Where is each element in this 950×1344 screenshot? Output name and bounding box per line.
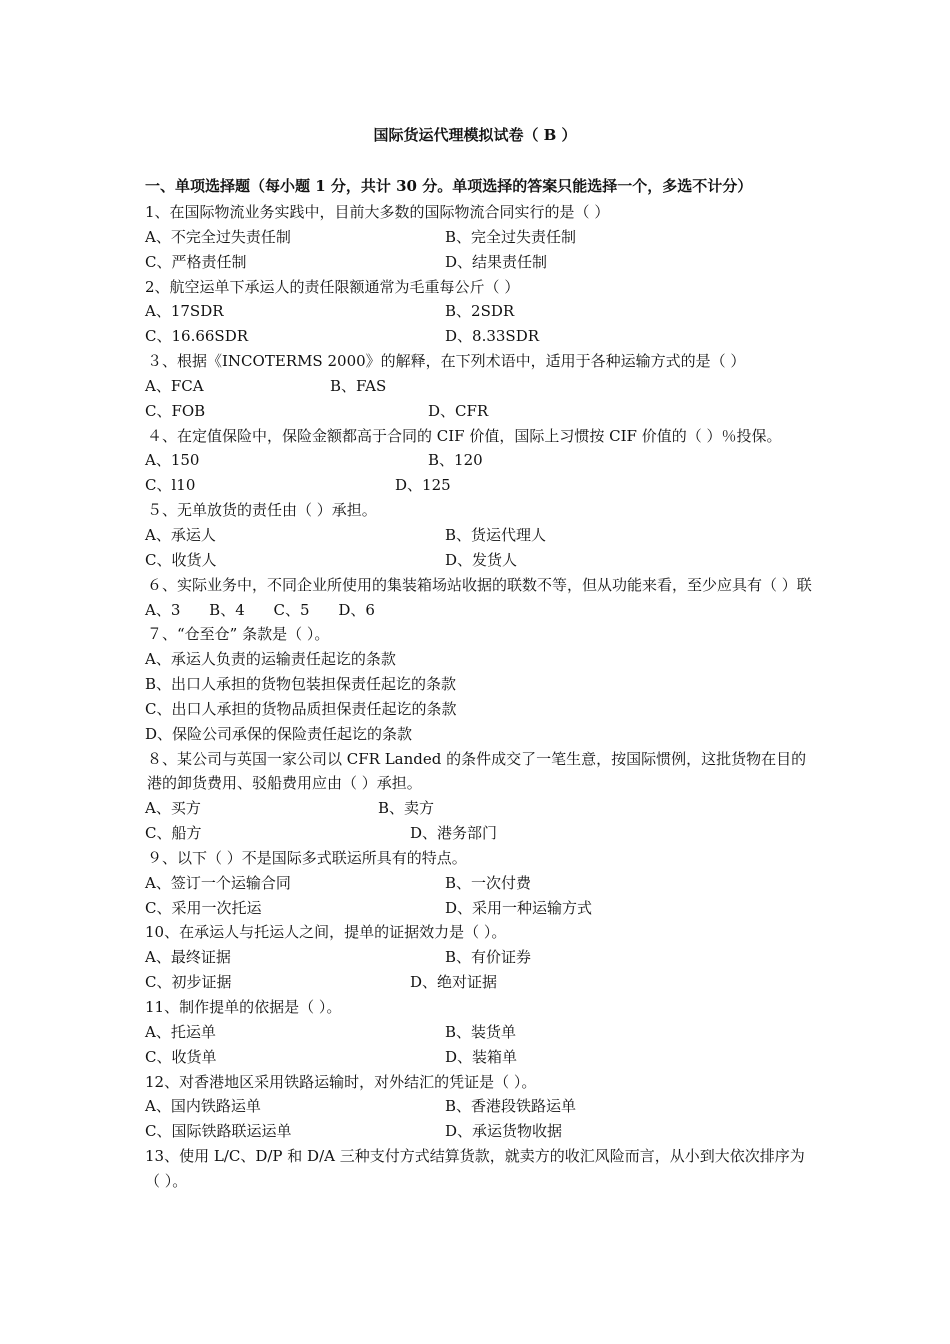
question-13: 13、使用 L/C、D/P 和 D/A 三种支付方式结算货款，就卖方的收汇风险而言，从小到大依次排序为（ ）。 — [145, 1147, 805, 1190]
options-row — [145, 821, 815, 846]
option-c: C、船方 — [145, 824, 202, 843]
options-row — [145, 1094, 815, 1119]
question-7: ７、“仓至仓” 条款是（ ）。 — [147, 625, 330, 644]
option-a: A、承运人 — [145, 525, 216, 544]
option-a: A、买方 — [145, 799, 201, 818]
option-c: C、收货单 — [145, 1047, 217, 1066]
option-a: A、最终证据 — [145, 948, 231, 967]
options-row — [145, 896, 815, 921]
question-2: 2、航空运单下承运人的责任限额通常为毛重每公斤（ ） — [145, 277, 520, 296]
option-d: D、保险公司承保的保险责任起讫的条款 — [145, 724, 413, 743]
question-1: 1、在国际物流业务实践中，目前大多数的国际物流合同实行的是（ ） — [145, 203, 610, 221]
option-d: D、CFR — [428, 401, 489, 420]
option-c: C、FOB — [145, 401, 206, 420]
options-row — [145, 324, 815, 349]
option-c: C、收货人 — [145, 550, 217, 569]
question-4: ４、在定值保险中，保险金额都高于合同的 CIF 价值，国际上习惯按 CIF 价值的（ ）％投保。 — [147, 426, 782, 445]
options-row — [145, 523, 815, 548]
question-11: 11、制作提单的依据是（ ）。 — [145, 998, 342, 1016]
option-b: B、120 — [428, 451, 483, 470]
options-row — [145, 970, 815, 995]
question-8: ８、某公司与英国一家公司以 CFR Landed 的条件成交了一笔生意，按国际惯例，这批货物在目的港的卸货费用、驳船费用应由（ ）承担。 — [147, 749, 807, 793]
page-title: 国际货运代理模拟试卷（ B ） — [373, 126, 577, 144]
option-b: B、2SDR — [445, 302, 515, 321]
option-a: A、托运单 — [145, 1022, 216, 1041]
options-row — [145, 250, 815, 275]
options-row — [145, 1119, 815, 1144]
options-row — [145, 945, 815, 970]
options-row — [145, 225, 815, 250]
option-b: B、卖方 — [378, 799, 435, 818]
option-a: A、承运人负责的运输责任起讫的条款 — [145, 650, 396, 669]
option-a: A、不完全过失责任制 — [145, 227, 291, 246]
section-header: 一、单项选择题（每小题 1 分，共计 30 分。单项选择的答案只能选择一个，多选不计分） — [145, 177, 753, 195]
option-a: A、国内铁路运单 — [145, 1097, 261, 1116]
option-a: A、150 — [145, 451, 200, 470]
option-c: C、出口人承担的货物品质担保责任起讫的条款 — [145, 699, 457, 718]
question-list — [145, 200, 815, 1194]
option-c: C、16.66SDR — [145, 327, 249, 346]
question-3: ３、根据《INCOTERMS 2000》的解释，在下列术语中，适用于各种运输方式的是（ ） — [147, 352, 746, 371]
option-a: A、签订一个运输合同 — [145, 873, 291, 892]
question-12: 12、对香港地区采用铁路运输时，对外结汇的凭证是（ ）。 — [145, 1072, 537, 1091]
option-b: B、货运代理人 — [445, 525, 547, 544]
option-d: D、采用一种运输方式 — [445, 898, 593, 917]
option-d: D、港务部门 — [410, 824, 498, 843]
options-row — [145, 598, 815, 623]
option-b: B、一次付费 — [445, 873, 532, 892]
question-6: ６、实际业务中，不同企业所使用的集装箱场站收据的联数不等，但从功能来看，至少应具有（ ）联 — [147, 575, 812, 594]
options-row — [145, 1045, 815, 1070]
options-row — [145, 1020, 815, 1045]
options-row — [145, 473, 815, 498]
options-row — [145, 299, 815, 324]
option-d: D、发货人 — [445, 550, 518, 569]
option-b: B、香港段铁路运单 — [445, 1097, 577, 1116]
option-b: B、出口人承担的货物包装担保责任起讫的条款 — [145, 675, 457, 694]
question-10: 10、在承运人与托运人之间，提单的证据效力是（ ）。 — [145, 923, 507, 942]
option-c: C、国际铁路联运运单 — [145, 1122, 292, 1141]
option-b: B、FAS — [330, 376, 387, 395]
option-c: C、严格责任制 — [145, 252, 247, 271]
option-a: A、FCA — [145, 376, 204, 395]
question-9: ９、以下（ ）不是国际多式联运所具有的特点。 — [147, 848, 467, 867]
option-d: D、装箱单 — [445, 1047, 518, 1066]
option-d: D、6 — [338, 600, 375, 619]
option-d: D、125 — [395, 476, 451, 495]
option-b: B、完全过失责任制 — [445, 227, 577, 246]
option-b: B、装货单 — [445, 1022, 517, 1041]
option-d: D、8.33SDR — [445, 327, 540, 346]
option-d: D、承运货物收据 — [445, 1122, 563, 1141]
options-row — [145, 796, 815, 821]
option-a: A、3 — [145, 600, 181, 619]
option-c: C、采用一次托运 — [145, 898, 262, 917]
question-5: ５、无单放货的责任由（ ）承担。 — [147, 501, 377, 520]
options-row — [145, 548, 815, 573]
option-b: B、4 — [209, 600, 245, 619]
option-c: C、l10 — [145, 476, 196, 495]
options-row — [145, 448, 815, 473]
option-c: C、初步证据 — [145, 973, 232, 992]
options-row — [145, 399, 815, 424]
options-row — [145, 871, 815, 896]
option-b: B、有价证券 — [445, 948, 532, 967]
option-d: D、结果责任制 — [445, 252, 548, 271]
option-d: D、绝对证据 — [410, 973, 498, 992]
option-a: A、17SDR — [145, 302, 224, 321]
option-c: C、5 — [273, 600, 310, 619]
options-row — [145, 374, 815, 399]
